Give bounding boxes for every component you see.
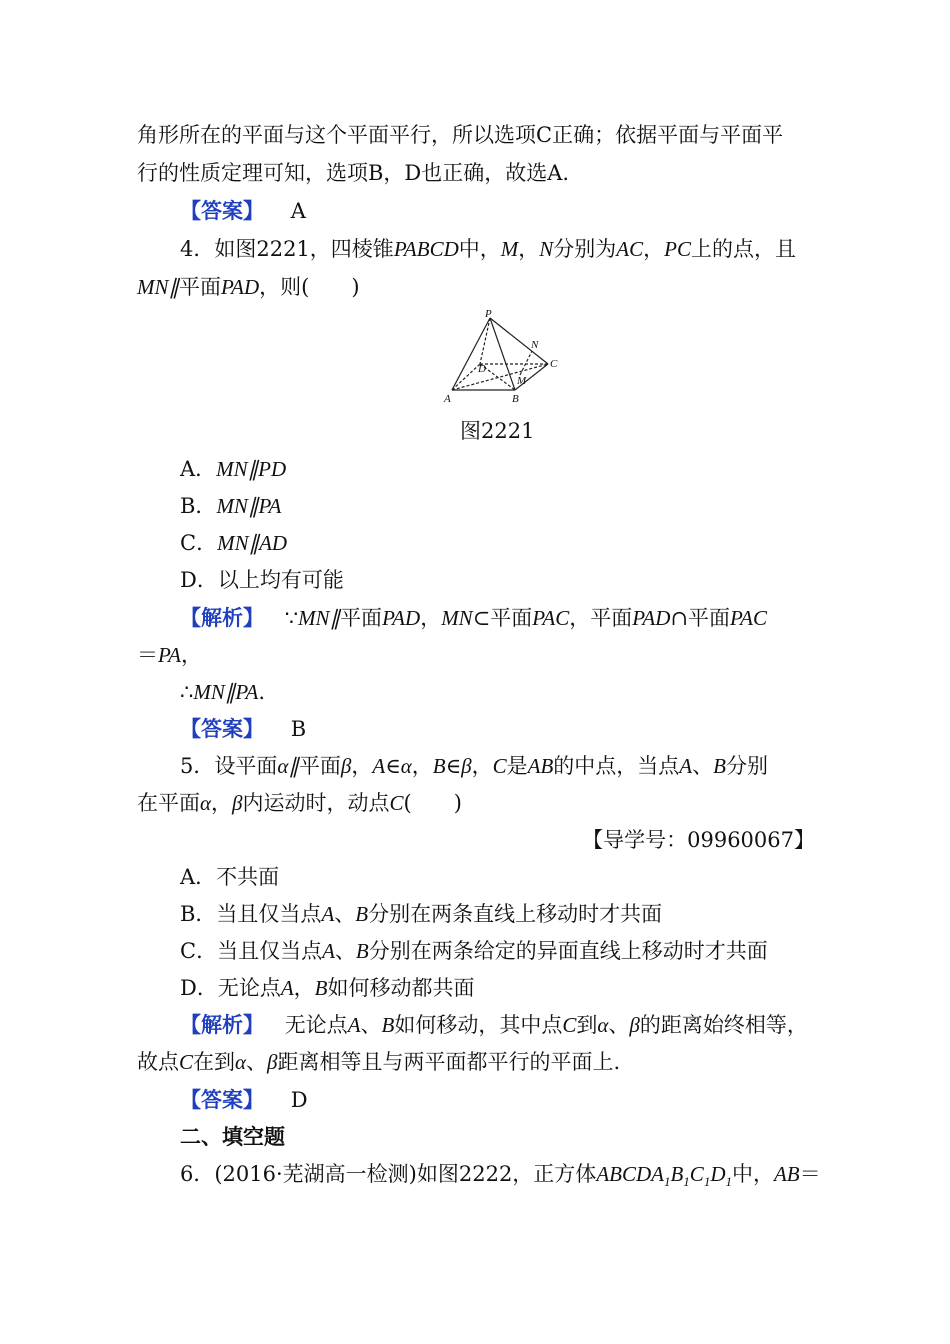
option-5d <box>180 973 475 1003</box>
text: MN <box>441 606 473 630</box>
text: 4．如图2221，四棱锥 <box>180 237 394 261</box>
text: A <box>280 976 294 1000</box>
text: ， <box>643 237 665 261</box>
text: 平面 <box>340 606 383 630</box>
section-heading <box>180 1122 285 1152</box>
text: MN∥PA <box>193 680 259 704</box>
text: β <box>232 791 243 815</box>
edge-pb <box>490 318 515 390</box>
answer-value: A <box>290 199 306 223</box>
text: 分别 <box>725 754 768 778</box>
label-a: A <box>444 393 451 405</box>
text: PAD <box>632 606 671 630</box>
text: α∥ <box>277 754 299 778</box>
answer-4 <box>180 714 306 744</box>
text: ∵ <box>284 606 299 630</box>
text: MN∥AD <box>217 531 288 555</box>
label-n: N <box>531 339 539 351</box>
text: ， <box>211 791 233 815</box>
edge-pa <box>452 318 490 390</box>
text: AB <box>773 1162 800 1186</box>
text: ， <box>518 237 540 261</box>
text: ，平面 <box>569 606 633 630</box>
text: 图2221 <box>460 419 535 443</box>
text: B <box>713 754 726 778</box>
text: 到 <box>576 1013 598 1037</box>
text: 是 <box>506 754 528 778</box>
question-5-line-1 <box>180 751 768 781</box>
answer-tag: 【答案】 <box>180 1087 264 1112</box>
text: C． <box>180 531 218 555</box>
answer-value: B <box>290 717 307 741</box>
text: β <box>629 1013 640 1037</box>
option-5c <box>180 936 768 966</box>
text: MN∥PD <box>216 457 287 481</box>
text: PAC <box>730 606 767 630</box>
text: B． <box>180 494 217 518</box>
answer-5 <box>180 1085 308 1115</box>
text: ⊂平面 <box>472 606 533 630</box>
text: A <box>679 754 693 778</box>
text: ＝ <box>137 643 158 667</box>
label-d: D <box>478 363 486 375</box>
text: 、 <box>334 939 356 963</box>
text: AC <box>616 237 644 261</box>
text: A <box>322 939 335 963</box>
analysis-tag: 【解析】 <box>180 605 264 630</box>
text: B <box>670 1162 684 1186</box>
text: 在平面 <box>137 791 200 815</box>
text: 在到 <box>193 1050 236 1074</box>
text: 角形所在的平面与这个平面平行，所以选项C正确；依据平面与平面平 <box>137 123 784 147</box>
text: 分别在两条直线上移动时才共面 <box>368 902 663 926</box>
text: D．以上均有可能 <box>180 568 344 592</box>
text: B <box>355 902 369 926</box>
text: 、 <box>334 902 356 926</box>
option-4d <box>180 565 344 595</box>
question-4-line-1 <box>180 234 796 264</box>
text: PAD <box>382 606 421 630</box>
option-5a <box>180 862 279 892</box>
text: 分别在两条给定的异面直线上移动时才共面 <box>368 939 768 963</box>
edge-ad <box>452 364 480 390</box>
text: 的距离始终相等， <box>639 1013 808 1037</box>
text: C <box>389 791 404 815</box>
analysis-4-line-2 <box>137 640 202 670</box>
text-line-2 <box>137 158 569 188</box>
analysis-tag: 【解析】 <box>180 1012 264 1037</box>
edge-pd <box>480 318 490 364</box>
subscript: 1 <box>725 1174 732 1190</box>
text: 二、填空题 <box>180 1124 285 1149</box>
text: A．不共面 <box>180 865 280 889</box>
label-p: P <box>485 308 492 320</box>
subscript: 1 <box>703 1174 711 1190</box>
text: C <box>492 754 507 778</box>
text: M <box>500 237 519 261</box>
text: N <box>539 237 554 261</box>
text: β <box>267 1050 278 1074</box>
text: 平面 <box>179 275 221 299</box>
text: B <box>432 754 446 778</box>
text: 、 <box>692 754 714 778</box>
diag-ac <box>452 364 548 390</box>
text: PC <box>664 237 691 261</box>
text: ， <box>351 754 373 778</box>
text: 行的性质定理可知，选项B，D也正确，故选A. <box>137 161 570 185</box>
text: ， <box>420 606 442 630</box>
text: 上的点，且 <box>690 237 796 261</box>
text: ∈ <box>445 754 462 778</box>
text: MN∥PA <box>216 494 282 518</box>
text: . <box>258 680 266 704</box>
text: PAC <box>532 606 570 630</box>
pyramid-figure <box>440 308 560 408</box>
text: α <box>200 791 212 815</box>
label-m: M <box>517 375 527 387</box>
text: ABCDA <box>596 1162 664 1186</box>
text: 如何移动，其中点 <box>394 1013 563 1037</box>
text: α <box>235 1050 247 1074</box>
text: ， <box>293 976 315 1000</box>
option-5b <box>180 899 662 929</box>
text: 、 <box>608 1013 630 1037</box>
text: PAD <box>221 275 260 299</box>
text: 的中点，当点 <box>553 754 680 778</box>
text: 分别为 <box>553 237 617 261</box>
text: D <box>710 1162 726 1186</box>
text: C．当且仅当点 <box>180 939 323 963</box>
text: 距离相等且与两平面都平行的平面上. <box>277 1050 621 1074</box>
figure-caption <box>460 416 534 446</box>
text: PABCD <box>393 237 459 261</box>
guide-number <box>540 825 815 855</box>
text: 平面 <box>298 754 341 778</box>
subscript: 1 <box>663 1174 671 1190</box>
answer-value: D <box>290 1088 308 1112</box>
answer-tag: 【答案】 <box>180 198 264 223</box>
question-6-line-1 <box>180 1159 821 1197</box>
text: MN∥ <box>137 275 179 299</box>
text: ， <box>180 643 202 667</box>
analysis-5-line-1 <box>180 1010 808 1040</box>
answer-3 <box>180 196 306 226</box>
edge-pc <box>490 318 548 364</box>
text: 故点 <box>137 1050 179 1074</box>
text: A． <box>180 457 217 481</box>
text: C <box>689 1162 704 1186</box>
text: 、 <box>360 1013 382 1037</box>
text: ， <box>471 754 493 778</box>
text: A <box>321 902 335 926</box>
analysis-4-line-3 <box>180 677 265 707</box>
text: α <box>400 754 412 778</box>
text: 内运动时，动点 <box>242 791 390 815</box>
subscript: 1 <box>683 1174 690 1190</box>
text: ， <box>411 754 433 778</box>
text: PA <box>158 643 181 667</box>
label-c: C <box>550 358 558 370</box>
text: 、 <box>246 1050 268 1074</box>
text: 6．(2016·芜湖高一检测)如图2222，正方体 <box>180 1162 597 1186</box>
text: ( ) <box>403 791 462 815</box>
text: ，则( ) <box>259 275 360 299</box>
text: 5．设平面 <box>180 754 278 778</box>
text: 无论点 <box>284 1013 348 1037</box>
text: β <box>340 754 352 778</box>
label-b: B <box>512 393 519 405</box>
text: D．无论点 <box>180 976 281 1000</box>
text-line-1 <box>137 120 783 150</box>
text: ＝ <box>799 1162 821 1186</box>
text: A <box>372 754 386 778</box>
text: C <box>179 1050 194 1074</box>
text: B．当且仅当点 <box>180 902 322 926</box>
option-4c <box>180 528 287 558</box>
text: B <box>314 976 328 1000</box>
answer-tag: 【答案】 <box>180 716 264 741</box>
analysis-5-line-2 <box>137 1047 620 1077</box>
text: α <box>597 1013 609 1037</box>
text: 如何移动都共面 <box>327 976 475 1000</box>
question-5-line-2 <box>137 788 462 818</box>
text: MN∥ <box>298 606 341 630</box>
text: B <box>381 1013 395 1037</box>
text: A <box>347 1013 361 1037</box>
text: 【导学号：09960067】 <box>582 828 815 852</box>
text: ∴ <box>180 680 194 704</box>
text: 中， <box>731 1162 774 1186</box>
analysis-4-line-1 <box>180 603 767 633</box>
question-4-line-2 <box>137 272 360 302</box>
text: ∈ <box>385 754 401 778</box>
text: β <box>461 754 472 778</box>
text: 中， <box>458 237 501 261</box>
text: ∩平面 <box>670 606 730 630</box>
text: B <box>355 939 369 963</box>
text: C <box>562 1013 577 1037</box>
option-4a <box>180 454 286 484</box>
text: AB <box>527 754 554 778</box>
option-4b <box>180 491 281 521</box>
